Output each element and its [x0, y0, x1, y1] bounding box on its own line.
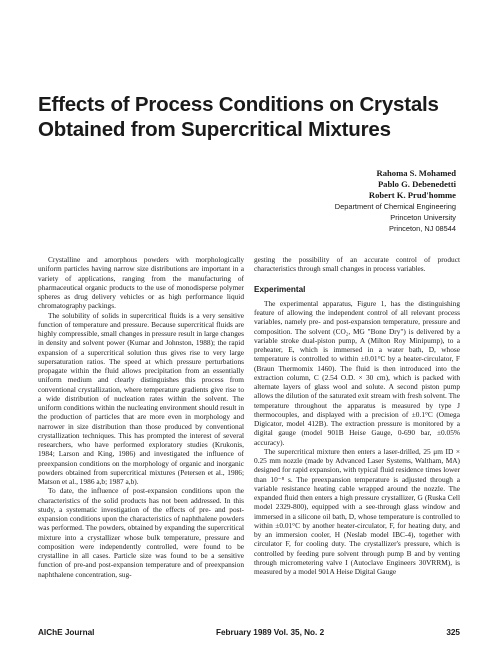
right-column — [254, 255, 460, 576]
body-paragraph: The solubility of solids in supercritical fluids is a very sensitive function of temperature and pressure. Because supercritical fluids are highly compressible, small changes in pressure result in large changes in density and solvent power (Kumar and Johnston, 1988); the rapid expansion of a supercritical solution thus gives rise to very large supersaturation ratios. The speed at which pressure perturbations propagate within the fluid allows precipitation from an essentially uniform medium and clearly distinguishes this process from conventional crystallization, where temperature gradients give rise to a wide distribution of nucleation rates within the solvent. The uniform conditions within the nucleating environment should result in the production of particles that are more even in morphology and narrower in size distribution than those produced by conventional crystallization techniques. This has prompted the interest of several researchers, who have performed exploratory studies (Krukonis, 1984; Larson and King, 1986) and investigated the influence of preexpansion conditions on the morphology of organic and inorganic powders obtained from supercritical mixtures (Petersen et al., 1986; Matson et al., 1986 a,b; 1987 a,b). — [38, 310, 245, 486]
affiliation-line: Department of Chemical Engineering — [334, 202, 456, 211]
author-block — [256, 168, 456, 234]
body-paragraph: To date, the influence of post-expansion conditions upon the characteristics of the solid products has not been addressed. In this study, a systematic investigation of the effects of pre- and post-expansion conditions upon the characteristics of naphthalene powders was performed. The powders, obtained by expanding the supercritical mixture into a crystallizer whose bulk temperature, pressure and composition were independently controlled, were found to be crystalline in all cases. Particle size was found to be a sensitive function of pre-and post-expansion temperature and of preexpansion naphthalene concentration, sug- — [38, 486, 244, 579]
section-heading: Experimental — [254, 284, 306, 294]
journal-name: AIChE Journal — [38, 628, 95, 637]
author-name: Rahoma S. Mohamed — [376, 168, 456, 178]
author-name: Pablo G. Debenedetti — [377, 179, 456, 189]
left-column — [38, 255, 244, 579]
affiliation-line: Princeton University — [390, 213, 456, 222]
article-title — [38, 92, 458, 142]
body-paragraph: Crystalline and amorphous powders with morphologically uniform particles having narrow size distributions are important in a variety of applications, ranging from the manufacturing of pharmaceutical organic products to the use of monodisperse polymer spheres as drug delivery vehicles or as high performance liquid chromatography packings. — [38, 255, 244, 311]
title-line-2: Obtained from Supercritical Mixtures — [38, 118, 391, 141]
issue-info: February 1989 Vol. 35, No. 2 — [216, 628, 325, 637]
body-paragraph: The supercritical mixture then enters a laser-drilled, 25 μm ID × 0.25 mm nozzle (made by Advanced Laser Systems, Waltham, MA) designed for rapid expansion, with typical fluid residence times lower than 10⁻⁸ s. The preexpansion temperature is adjusted through a variable resistance heating cable wrapped around the nozzle. The expanded fluid then enters a high pressure crystallizer, G (Ruska Cell model 2329-800), equipped with a see-through glass window and immersed in a silicone oil bath, D, whose temperature is controlled to within ±0.01°C by another heater-circulator, F, for heating duty, and by an immersion cooler, H (Neslab model IBC-4), together with circulator F, for cooling duty. The crystallizer's pressure, which is controlled by feeding pure solvent through pump B and by venting through micrometering valve I (Autoclave Engineers 30VRRM), is measured by a model 901A Heise Digital Gauge — [254, 446, 460, 576]
page-number: 325 — [446, 628, 460, 637]
author-name: Robert K. Prud'homme — [368, 190, 456, 200]
page-footer — [38, 628, 460, 640]
body-paragraph: The experimental apparatus, Figure 1, has the distinguishing feature of allowing the independent control of all relevant process variables, namely pre- and post-expansion temperature, pressure and composition. The solvent (CO₂, MG "Bone Dry") is delivered by a variable stroke dual-piston pump, A (Milton Roy Minipump), to a preheater, E, which is immersed in a water bath, D, whose temperature is controlled to within ±0.01°C by a heater-circulator, F (Braun Thermomix 1460). The fluid is then introduced into the extraction column, C (2.54 O.D. × 30 cm), which is packed with alternate layers of glass wool and solute. A second piston pump allows the dilution of the saturated exit stream with fresh solvent. The temperature throughout the apparatus is measured by type J thermocouples, and displayed with a precision of ±0.1°C (Omega Digicator, model 412B). The extraction pressure is monitored by a digital gauge (model 901B Heise Gauge, 0-690 bar, ±0.05% accuracy). — [254, 298, 460, 447]
body-paragraph-continuation: gesting the possibility of an accurate control of product characteristics through small changes in process variables. — [254, 255, 460, 274]
title-line-1: Effects of Process Conditions on Crystals — [38, 93, 439, 116]
affiliation-line: Princeton, NJ 08544 — [389, 224, 456, 233]
